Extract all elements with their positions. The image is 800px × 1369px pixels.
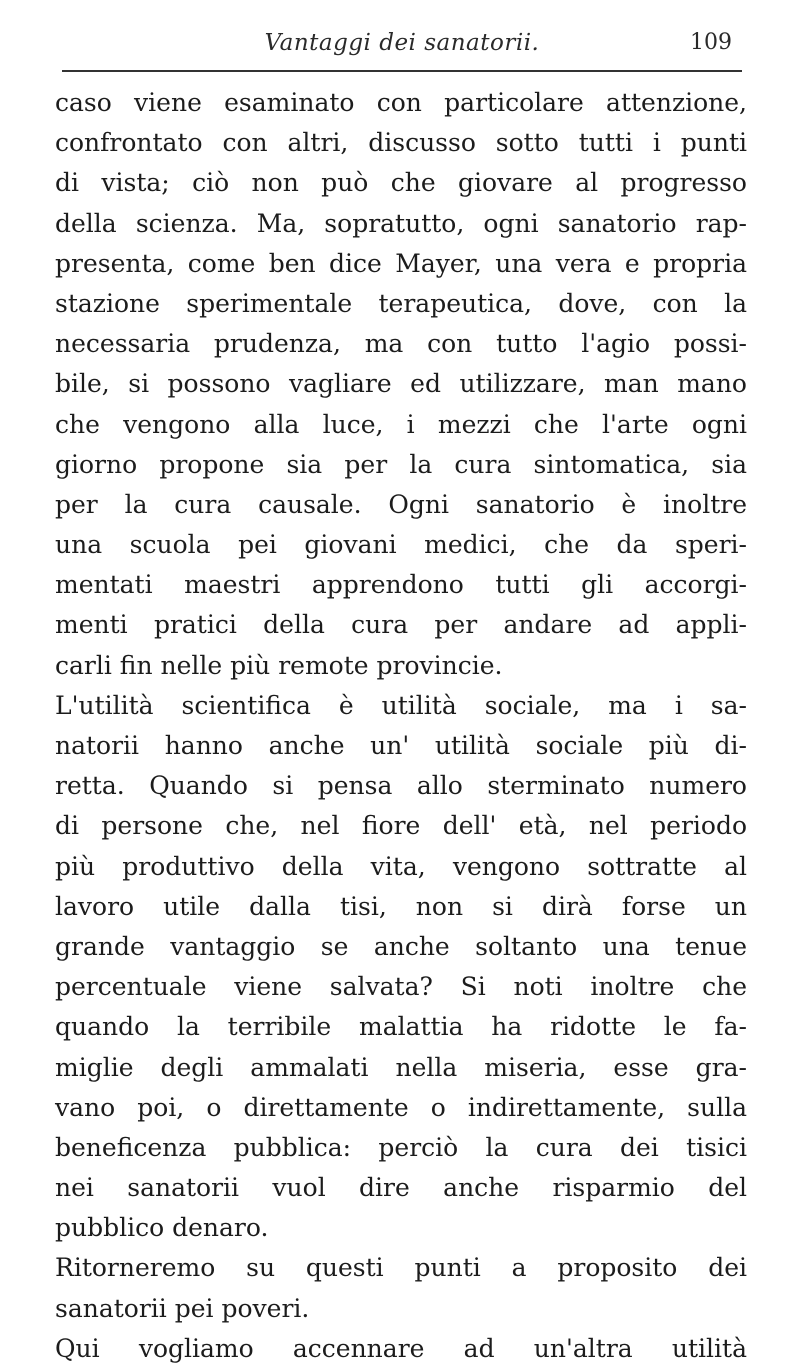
text-line: sanatorii pei poveri.	[55, 1293, 310, 1323]
text-line: vano poi, o direttamente o indirettamente, sulla	[55, 1092, 747, 1122]
text-line: che vengono alla luce, i mezzi che l'arte ogni	[55, 409, 747, 439]
text-line: giorno propone sia per la cura sintomatica, sia	[55, 449, 747, 479]
text-line: lavoro utile dalla tisi, non si dirà forse un	[55, 891, 747, 921]
running-title: Vantaggi dei sanatorii.	[264, 30, 540, 56]
text-line: di persone che, nel fiore dell' età, nel periodo	[55, 811, 747, 841]
page-number: 109	[690, 30, 732, 55]
text-line: natorii hanno anche un' utilità sociale più di-	[55, 731, 747, 760]
text-line: presenta, come ben dice Mayer, una vera e propria	[55, 248, 747, 278]
text-line: di vista; ciò non può che giovare al progresso	[55, 168, 747, 198]
text-line: carli fin nelle più remote provincie.	[55, 650, 503, 680]
text-line: grande vantaggio se anche soltanto una tenue	[55, 931, 747, 961]
text-line: menti pratici della cura per andare ad appli-	[55, 610, 747, 640]
text-line: Ritorneremo su questi punti a proposito dei	[55, 1253, 747, 1283]
running-head	[62, 30, 742, 70]
text-line: una scuola pei giovani medici, che da speri-	[55, 530, 747, 560]
text-line: percentuale viene salvata? Si noti inoltre che	[55, 972, 747, 1002]
text-line: per la cura causale. Ogni sanatorio è inoltre	[55, 489, 747, 519]
text-line: mentati maestri apprendono tutti gli accorgi-	[55, 570, 747, 600]
text-line: caso viene esaminato con particolare attenzione,	[55, 88, 747, 117]
text-line: Qui vogliamo accennare ad un'altra utilità	[55, 1333, 747, 1363]
text-line: della scienza. Ma, sopratutto, ogni sanatorio rap-	[55, 208, 747, 238]
text-line: confrontato con altri, discusso sotto tutti i punti	[55, 128, 747, 158]
text-line: pubblico denaro.	[55, 1213, 269, 1243]
text-line: beneficenza pubblica: perciò la cura dei tisici	[55, 1132, 747, 1162]
text-line: stazione sperimentale terapeutica, dove, con la	[55, 288, 747, 318]
text-line: retta. Quando si pensa allo sterminato numero	[55, 771, 747, 801]
text-line: miglie degli ammalati nella miseria, esse gra-	[55, 1052, 747, 1082]
text-line: bile, si possono vagliare ed utilizzare, man mano	[55, 369, 747, 399]
text-line: nei sanatorii vuol dire anche risparmio del	[55, 1173, 747, 1203]
body-text	[55, 83, 747, 1369]
text-line: quando la terribile malattia ha ridotte le fa-	[55, 1012, 747, 1042]
header-rule	[62, 70, 742, 72]
text-line: necessaria prudenza, ma con tutto l'agio possi-	[55, 329, 747, 359]
text-line: più produttivo della vita, vengono sottratte al	[55, 851, 747, 881]
text-line: L'utilità scientifica è utilità sociale, ma i sa-	[55, 690, 747, 720]
